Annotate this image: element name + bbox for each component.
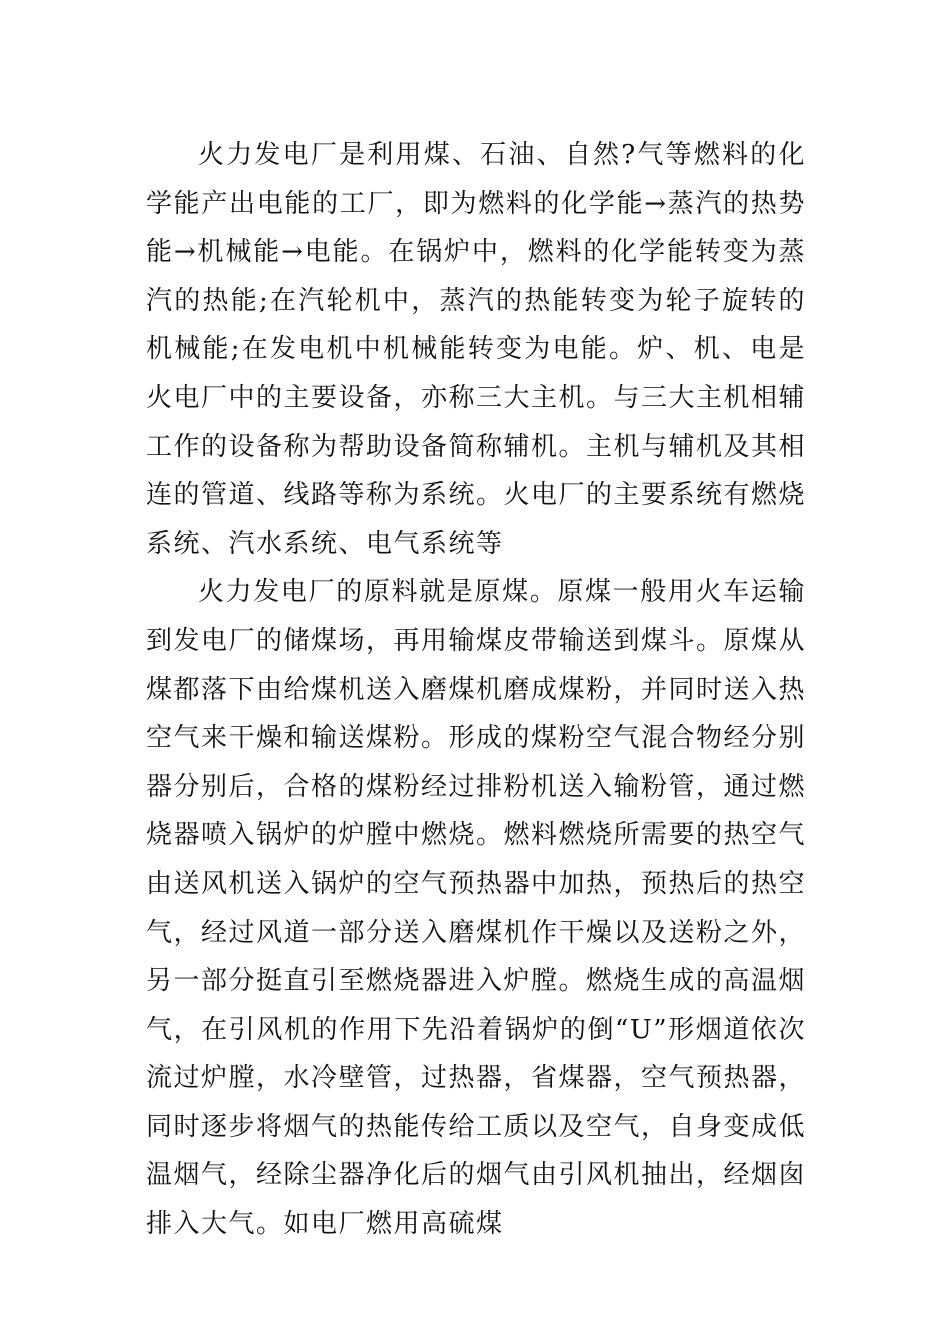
paragraph-combustion-process: 火力发电厂的原料就是原煤。原煤一般用火车运输到发电厂的储煤场，再用输煤皮带输送到煤斗。原煤从煤都落下由给煤机送入磨煤机磨成煤粉，并同时送入热空气来干燥和输送煤粉。形成的煤粉空气混合物经分别器分别后，合格的煤粉经过排粉机送入输粉管，通过燃烧器喷入锅炉的炉膛中燃烧。燃料燃烧所需要的热空气由送风机送入锅炉的空气预热器中加热，预热后的热空气，经过风道一部分送入磨煤机作干燥以及送粉之外，另一部分挺直引至燃烧器进入炉膛。燃烧生成的高温烟气，在引风机的作用下先沿着锅炉的倒“U”形烟道依次流过炉膛，水冷壁管，过热器，省煤器，空气预热器，同时逐步将烟气的热能传给工质以及空气，自身变成低温烟气，经除尘器净化后的烟气由引风机抽出，经烟囱排入大气。如电厂燃用高硫煤 <box>146 577 807 1240</box>
paragraph-power-plant-overview: 火力发电厂是利用煤、石油、自然?气等燃料的化学能产出电能的工厂，即为燃料的化学能→蒸汽的热势能→机械能→电能。在锅炉中，燃料的化学能转变为蒸汽的热能;在汽轮机中，蒸汽的热能转变为轮子旋转的机械能;在发电机中机械能转变为电能。炉、机、电是火电厂中的主要设备，亦称三大主机。与三大主机相辅工作的设备称为帮助设备简称辅机。主机与辅机及其相连的管道、线路等称为系统。火电厂的主要系统有燃烧系统、汽水系统、电气系统等 <box>146 140 807 559</box>
document-page <box>146 131 806 1249</box>
